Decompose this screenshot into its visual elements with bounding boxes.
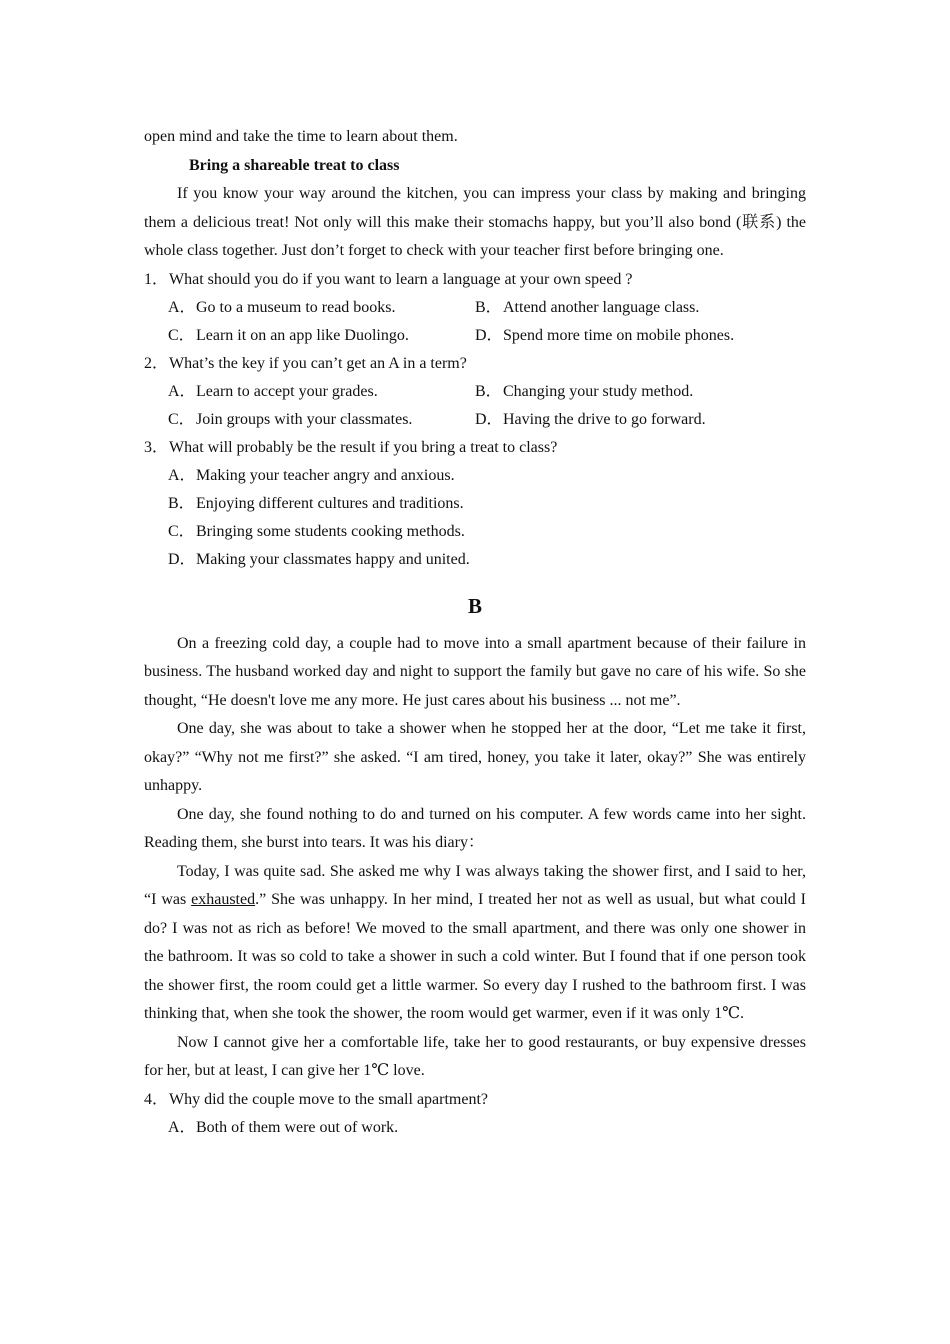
question-3 bbox=[144, 434, 806, 574]
option-d[interactable]: D．Spend more time on mobile phones. bbox=[475, 326, 735, 344]
tip-paragraph: If you know your way around the kitchen, you can impress your class by making and bringing them a delicious treat! Not only will this make their stomachs happy, but you’ll also bond (联系) the whole class together. Just don’t forget to check with your teacher first before bringing one. bbox=[144, 185, 806, 259]
option-a[interactable]: A．Both of them were out of work. bbox=[168, 1118, 399, 1136]
document-page bbox=[144, 123, 806, 1142]
option-d[interactable]: D．Having the drive to go forward. bbox=[475, 410, 706, 428]
question-4 bbox=[144, 1086, 806, 1142]
passage-fragment: open mind and take the time to learn about them. bbox=[144, 128, 458, 145]
option-a[interactable]: A．Go to a museum to read books. bbox=[168, 298, 396, 316]
option-c[interactable]: C．Join groups with your classmates. bbox=[168, 410, 413, 428]
question-text: Why did the couple move to the small apartment? bbox=[169, 1090, 489, 1108]
option-c[interactable]: C．Bringing some students cooking methods. bbox=[168, 522, 465, 540]
question-text: What will probably be the result if you bring a treat to class? bbox=[169, 438, 558, 456]
section-b-title: B bbox=[467, 593, 482, 618]
question-number: 2． bbox=[144, 354, 169, 372]
question-number: 1． bbox=[144, 270, 169, 288]
option-b[interactable]: B．Attend another language class. bbox=[475, 298, 700, 316]
option-d[interactable]: D．Making your classmates happy and united. bbox=[168, 550, 470, 568]
underlined-word: exhausted bbox=[191, 891, 256, 908]
passage-b-paragraph-3: One day, she found nothing to do and turned on his computer. A few words came into her sight. Reading them, she burst into tears. It was his diary： bbox=[144, 805, 806, 851]
option-c[interactable]: C．Learn it on an app like Duolingo. bbox=[168, 326, 409, 344]
question-2 bbox=[144, 350, 806, 434]
passage-b-paragraph-4: Today, I was quite sad. She asked me why I was always taking the shower first, and I said to her, “I was exhausted.” She was unhappy. In her mind, I treated her not as well as usual, but what could I do? I was not as rich as before! We moved to the small apartment, and there was only one shower in the bathroom. It was so cold to take a shower in such a cold winter. But I found that if one person took the shower first, the room could get a little warmer. So every day I rushed to the bathroom first. I was thinking that, when she took the shower, the room would get warmer, even if it was only 1℃. bbox=[144, 862, 807, 1022]
question-1 bbox=[144, 266, 806, 350]
option-a[interactable]: A．Learn to accept your grades. bbox=[168, 382, 378, 400]
option-b[interactable]: B．Enjoying different cultures and traditions. bbox=[168, 494, 464, 512]
passage-b-paragraph-2: One day, she was about to take a shower when he stopped her at the door, “Let me take it first, okay?” “Why not me first?” she asked. “I am tired, honey, you take it later, okay?” She was entirely unhappy. bbox=[144, 720, 806, 794]
question-text: What should you do if you want to learn a language at your own speed ? bbox=[169, 270, 633, 288]
passage-b-paragraph-5: Now I cannot give her a comfortable life, take her to good restaurants, or buy expensive dresses for her, but at least, I can give her 1℃ love. bbox=[144, 1033, 806, 1079]
option-b[interactable]: B．Changing your study method. bbox=[475, 382, 694, 400]
question-text: What’s the key if you can’t get an A in a term? bbox=[169, 354, 467, 372]
question-number: 3． bbox=[144, 438, 169, 456]
option-a[interactable]: A．Making your teacher angry and anxious. bbox=[168, 466, 455, 484]
tip-heading: Bring a shareable treat to class bbox=[189, 156, 400, 174]
passage-b-paragraph-1: On a freezing cold day, a couple had to move into a small apartment because of their failure in business. The husband worked day and night to support the family but gave no care of his wife. So she thought, “He doesn't love me any more. He just cares about his business ... not me”. bbox=[144, 634, 806, 709]
question-number: 4． bbox=[144, 1090, 169, 1108]
